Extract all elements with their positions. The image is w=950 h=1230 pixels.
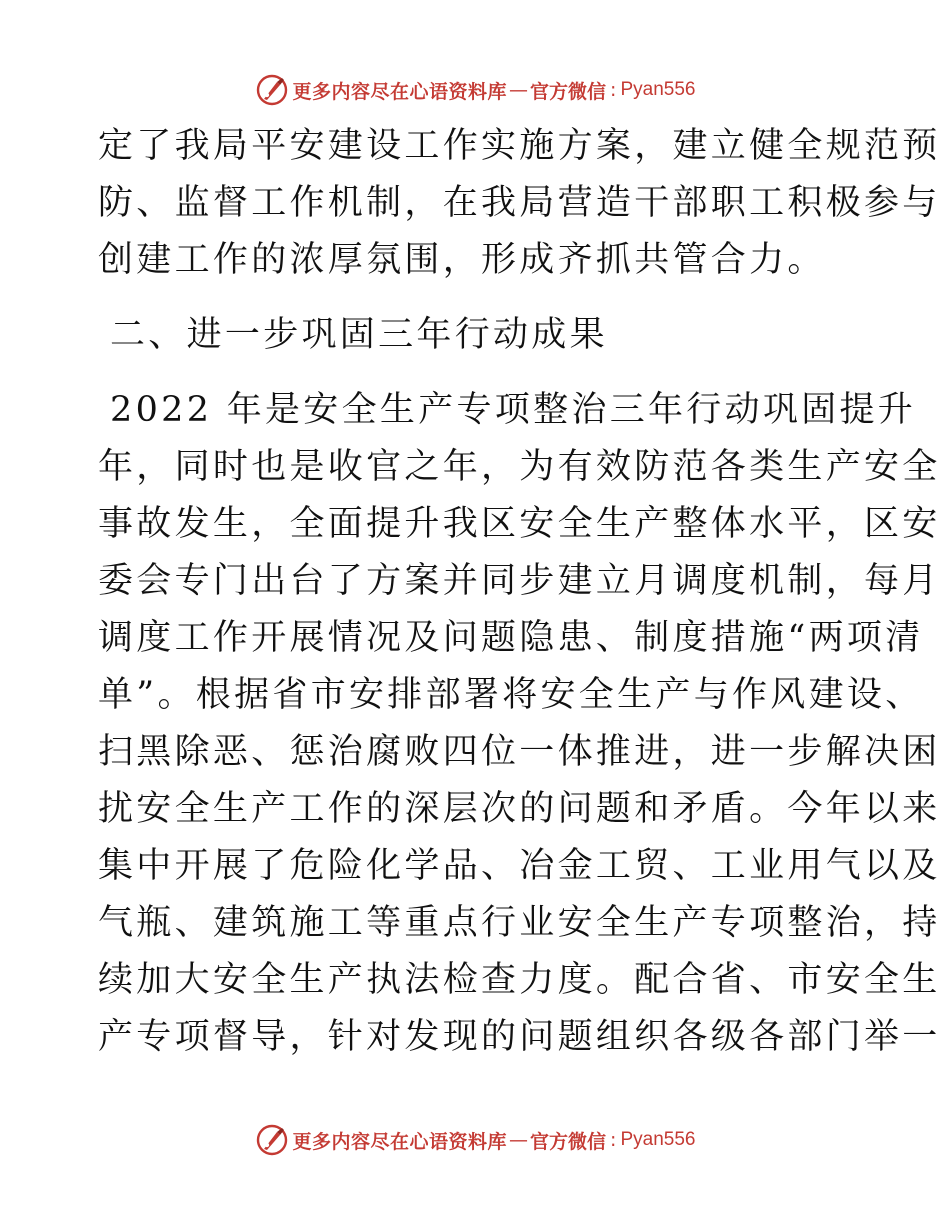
document-body <box>98 118 941 1066</box>
text-line: 气瓶、建筑施工等重点行业安全生产专项整治，持 <box>98 903 941 943</box>
quill-logo-icon <box>255 73 289 107</box>
text-line: 产专项督导，针对发现的问题组织各级各部门举一 <box>98 1017 941 1057</box>
text-line: 扫黑除恶、惩治腐败四位一体推进，进一步解决困 <box>98 732 941 772</box>
paragraph-1 <box>98 118 941 289</box>
text-line: 续加大安全生产执法检查力度。配合省、市安全生 <box>98 960 941 1000</box>
text-line: 创建工作的浓厚氛围，形成齐抓共管合力。 <box>98 240 826 280</box>
banner-account-id: Pyan556 <box>620 79 696 100</box>
banner-dash: — <box>509 1129 529 1151</box>
text-line: 防、监督工作机制，在我局营造干部职工积极参与 <box>98 183 941 223</box>
banner-dash: — <box>509 79 529 101</box>
text-line: 集中开展了危险化学品、冶金工贸、工业用气以及 <box>98 846 941 886</box>
banner-account-id: Pyan556 <box>620 1129 696 1150</box>
banner-brand-text: 更多内容尽在心语资料库 <box>292 80 508 103</box>
banner-wechat-label: 官方微信 <box>530 80 607 103</box>
text-line: 扰安全生产工作的深层次的问题和矛盾。今年以来 <box>98 789 941 829</box>
text-line: 事故发生，全面提升我区安全生产整体水平，区安 <box>98 504 941 544</box>
text-line: 定了我局平安建设工作实施方案，建立健全规范预 <box>98 126 941 166</box>
text-line: 委会专门出台了方案并同步建立月调度机制，每月 <box>98 561 941 601</box>
section-heading: 二、进一步巩固三年行动成果 <box>110 315 608 355</box>
text-line: 单”。根据省市安排部署将安全生产与作风建设、 <box>98 675 924 715</box>
quill-logo-icon <box>255 1123 289 1157</box>
text-line: 调度工作开展情况及问题隐患、制度措施“两项清 <box>98 618 924 658</box>
banner-colon: : <box>610 1129 617 1151</box>
paragraph-2 <box>98 382 941 1066</box>
banner-wechat-label: 官方微信 <box>530 1130 607 1153</box>
text-line: 2022 年是安全生产专项整治三年行动巩固提升 <box>110 390 917 430</box>
banner-colon: : <box>610 79 617 101</box>
header-watermark-banner <box>0 70 950 110</box>
footer-watermark-banner <box>0 1120 950 1160</box>
banner-brand-text: 更多内容尽在心语资料库 <box>292 1130 508 1153</box>
text-line: 年，同时也是收官之年，为有效防范各类生产安全 <box>98 447 941 487</box>
